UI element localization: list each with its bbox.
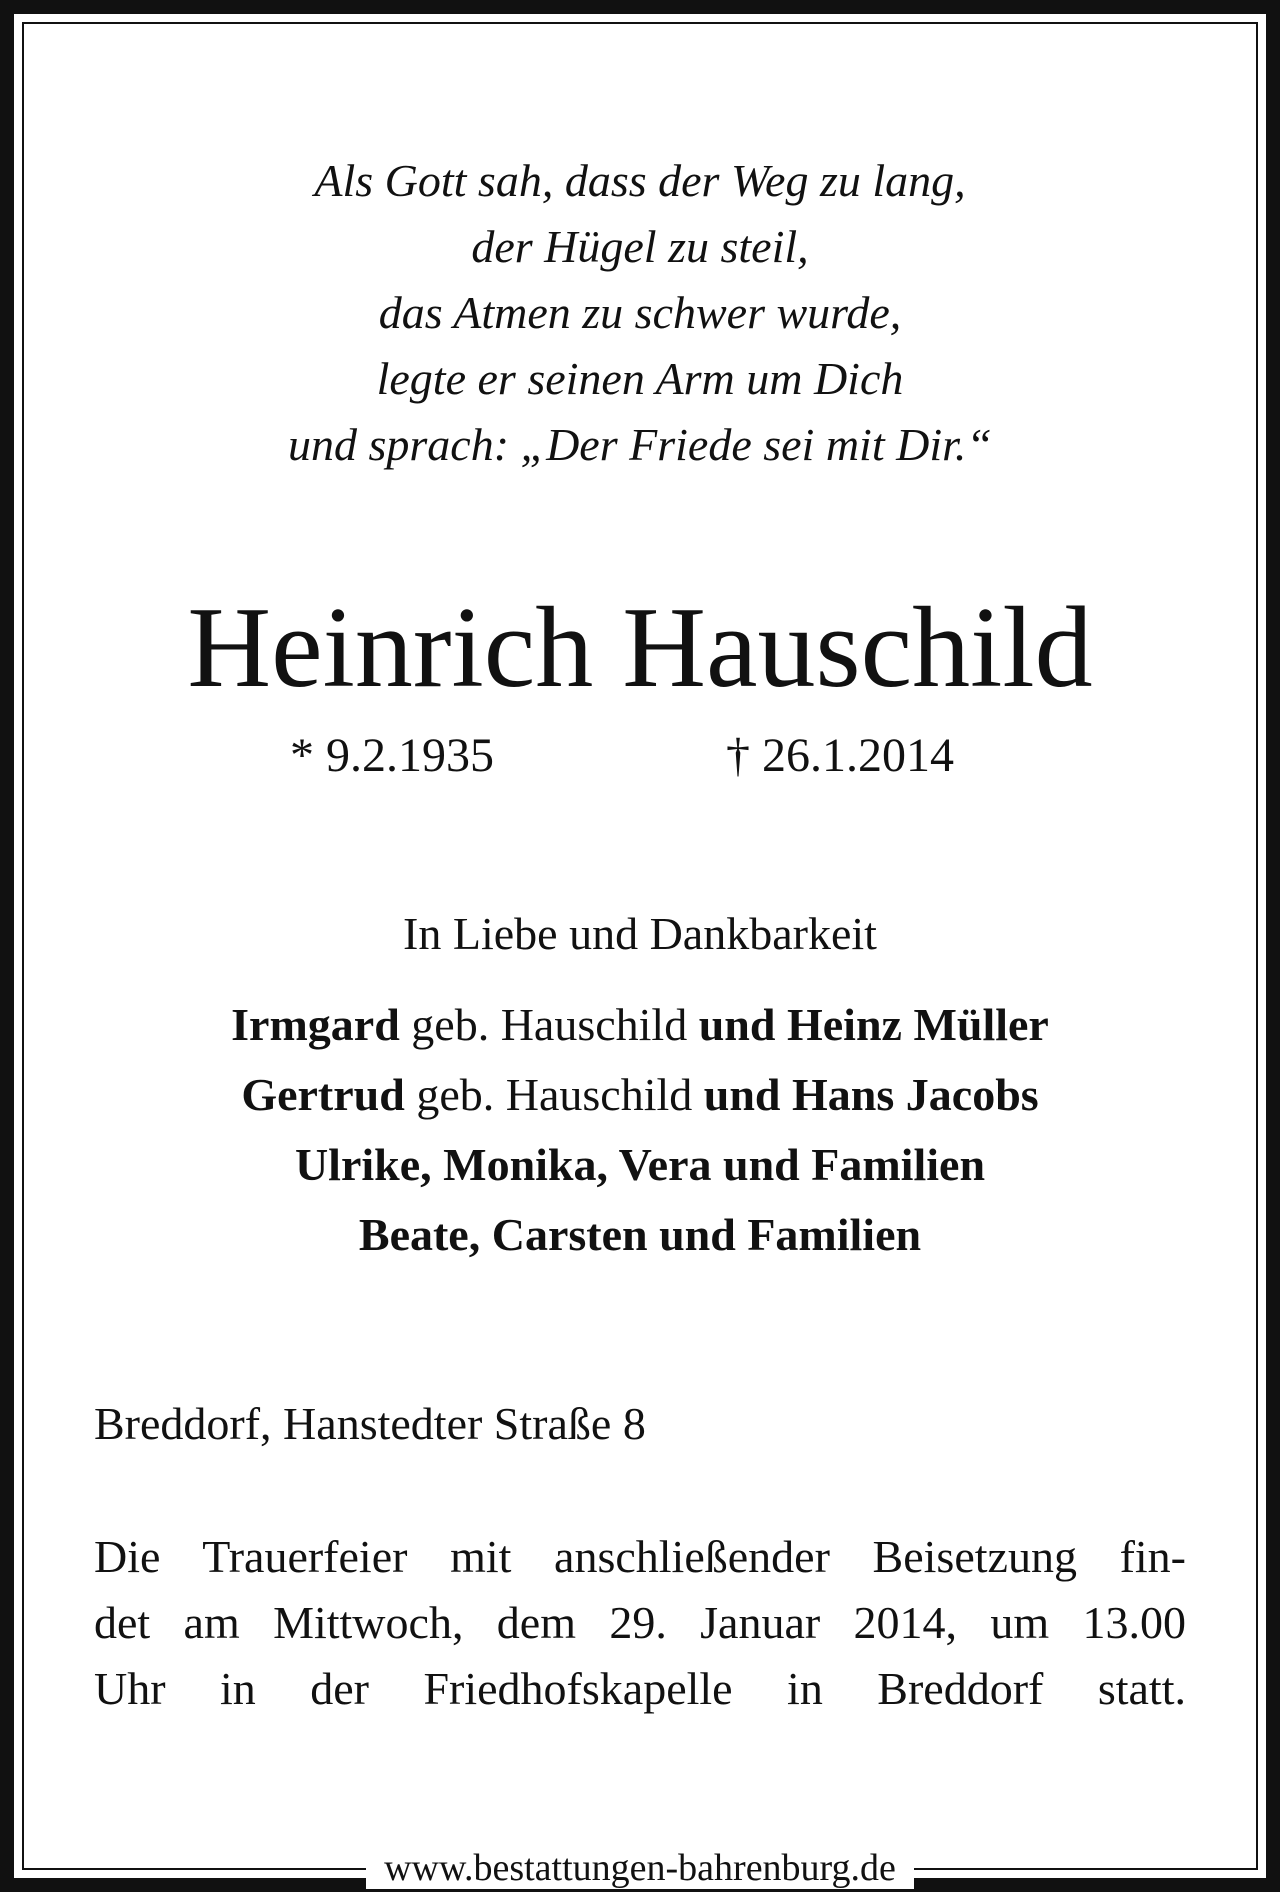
dedication: In Liebe und Dankbarkeit [403,908,877,959]
mourner-line [0,990,1280,1060]
website-link[interactable]: www.bestattungen-bahrenburg.de [366,1847,914,1889]
death-date: † 26.1.2014 [726,729,954,782]
mourner-line [0,1130,1280,1200]
poem-line: legte er seinen Arm um Dich [376,353,904,404]
mourner-plain: geb. Hauschild [399,999,699,1050]
funeral-announcement [94,1524,1186,1722]
mourner-bold: Beate, Carsten und Familien [358,1209,922,1260]
announcement-line: Uhr in der Friedhofskapelle in Breddorf statt. [94,1663,1186,1714]
deceased-name: Heinrich Hauschild [187,584,1093,712]
poem-line: der Hügel zu steil, [471,221,809,272]
mourner-bold: und Hans Jacobs [703,1069,1039,1120]
poem-line: Als Gott sah, dass der Weg zu lang, [314,155,966,206]
birth-date: * 9.2.1935 [290,729,494,782]
mourner-plain: geb. Hauschild [404,1069,704,1120]
mourner-line [0,1060,1280,1130]
address: Breddorf, Hanstedter Straße 8 [94,1398,646,1449]
poem [0,148,1280,478]
mourner-bold: Gertrud [241,1069,405,1120]
announcement-line: det am Mittwoch, dem 29. Januar 2014, um 13.00 [94,1597,1186,1648]
poem-line: und sprach: „Der Friede sei mit Dir.“ [287,419,993,470]
website-footer [0,1845,1280,1891]
mourner-bold: Irmgard [231,999,400,1050]
mourner-line [0,1200,1280,1270]
announcement-line: Die Trauerfeier mit anschließender Beisetzung fin- [94,1531,1186,1582]
mourner-bold: Ulrike, Monika, Vera und Familien [294,1139,986,1190]
mourners-list [0,990,1280,1270]
mourner-bold: und Heinz Müller [698,999,1049,1050]
poem-line: das Atmen zu schwer wurde, [378,287,902,338]
